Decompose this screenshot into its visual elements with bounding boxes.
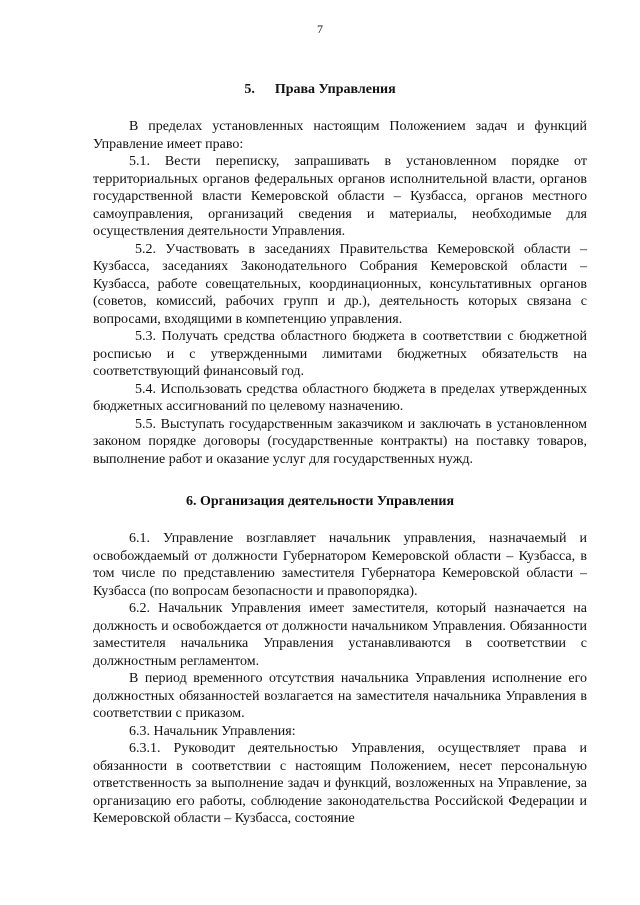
clause-5-1: 5.1. Вести переписку, запрашивать в установленном порядке от территориальных органов федеральных органов исполнительной власти, органов государственной власти Кемеровской области – Кузбасса, органов местного самоуправления, организаций сведения и материалы, необходимые для осуществления деятельности Управления. [93,154,587,239]
section-5-body [93,118,587,468]
page-number: 7 [317,22,323,36]
clause-6-1: 6.1. Управление возглавляет начальник управления, назначаемый и освобождаемый от должности Губернатором Кемеровской области – Кузбасса, в том числе по представлению заместителя Губернатора Кемеровской области – Кузбасса (по вопросам безопасности и правопорядка). [93,531,587,599]
section-5-number: 5. [244,82,255,97]
section-6-heading: 6. Организация деятельности Управления [185,494,455,509]
section-5-title: Права Управления [274,82,396,97]
clause-5-4: 5.4. Использовать средства областного бюджета в пределах утвержденных бюджетных ассигнований по целевому назначению. [93,381,587,414]
deputy-paragraph: В период временного отсутствия начальника Управления исполнение его должностных обязанностей возлагается на заместителя начальника Управления в соответствии с приказом. [93,671,587,721]
clause-6-3-1: 6.3.1. Руководит деятельностью Управления, осуществляет права и обязанности в соответствии с настоящим Положением, несет персональную ответственность за выполнение задач и функций, возложенных на Управление, за организацию его работы, соблюдение законодательства Российской Федерации и Кемеровской области – Кузбасса, состояние [93,741,587,826]
section-6-body [93,530,587,828]
clause-5-2: 5.2. Участвовать в заседаниях Правительства Кемеровской области – Кузбасса, заседаниях Законодательного Собрания Кемеровской области – Кузбасса, работе совещательных, координационных, консультативных органов (советов, комиссий, рабочих групп и др.), деятельность которых связана с вопросами, входящими в компетенцию управления. [93,241,587,327]
clause-5-5: 5.5. Выступать государственным заказчиком и заключать в установленном законом порядке договоры (государственные контракты) на поставку товаров, выполнение работ и оказание услуг для государственных нужд. [93,416,587,467]
clause-6-2: 6.2. Начальник Управления имеет заместителя, который назначается на должность и освобождается от должности начальником Управления. Обязанности заместителя начальника Управления устанавливаются в соответствии с должностным регламентом. [93,601,587,669]
clause-6-3: 6.3. Начальник Управления: [129,723,296,739]
section-5-intro: В пределах установленных настоящим Положением задач и функций Управление имеет право: [93,119,587,152]
section-5-heading [0,82,640,98]
clause-5-3: 5.3. Получать средства областного бюджета в соответствии с бюджетной росписью и с утвержденными лимитами бюджетных обязательств на соответствующий финансовый год. [93,329,587,379]
